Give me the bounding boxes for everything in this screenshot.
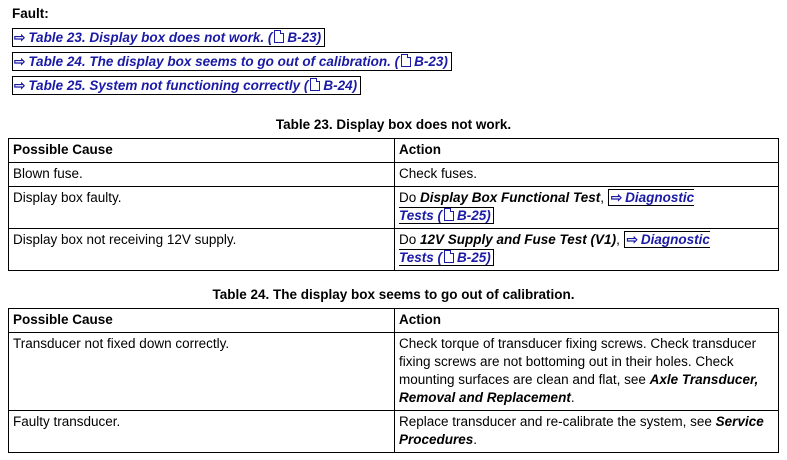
page-icon	[401, 54, 411, 67]
link-table-25[interactable]: ⇨ Table 25. System not functioning correctly ( B-24)	[12, 76, 361, 95]
table-24	[8, 308, 779, 453]
procedure-name: Axle Transducer, Removal and Replacement	[399, 372, 759, 405]
fault-link-list	[12, 28, 452, 100]
action-cell: Do 12V Supply and Fuse Test (V1), ⇨ Diagnostic Tests ( B-25)	[395, 229, 779, 271]
cause-cell: Display box not receiving 12V supply.	[9, 229, 395, 271]
page-icon	[274, 30, 284, 43]
table-row	[9, 333, 779, 411]
header-action: Action	[395, 139, 779, 163]
link-diagnostic-tests[interactable]: ⇨ Diagnostic Tests ( B-25)	[399, 232, 710, 265]
table-23-caption: Table 23. Display box does not work.	[275, 117, 512, 132]
fault-heading: Fault:	[12, 6, 49, 21]
table-23	[8, 138, 779, 271]
arrow-right-icon: ⇨	[14, 78, 26, 93]
action-cell: Check torque of transducer fixing screws. Check transducer fixing screws are not bottoming out in their holes. Check mounting surfaces are clean and flat, see Axle Transducer, Removal and Replacement.	[395, 333, 779, 411]
table-row	[9, 411, 779, 453]
table-row	[9, 163, 779, 187]
table-row	[9, 187, 779, 229]
page-icon	[444, 250, 454, 263]
arrow-right-icon: ⇨	[626, 232, 638, 247]
procedure-name: Service Procedures	[399, 414, 764, 447]
page-icon	[444, 208, 454, 221]
cause-cell: Faulty transducer.	[9, 411, 395, 453]
action-cell: Replace transducer and re-calibrate the system, see Service Procedures.	[395, 411, 779, 453]
link-diagnostic-tests[interactable]: ⇨ Diagnostic Tests ( B-25)	[399, 190, 695, 223]
link-table-24[interactable]: ⇨ Table 24. The display box seems to go out of calibration. ( B-23)	[12, 52, 452, 71]
table-header-row	[9, 139, 779, 163]
page-icon	[310, 78, 320, 91]
table-24-caption: Table 24. The display box seems to go out of calibration.	[212, 287, 575, 302]
arrow-right-icon: ⇨	[14, 54, 26, 69]
link-table-23[interactable]: ⇨ Table 23. Display box does not work. ( B-23)	[12, 28, 325, 47]
header-possible-cause: Possible Cause	[9, 309, 395, 333]
arrow-right-icon: ⇨	[610, 190, 623, 205]
header-action: Action	[395, 309, 779, 333]
table-row	[9, 229, 779, 271]
arrow-right-icon: ⇨	[14, 30, 26, 45]
cause-cell: Transducer not fixed down correctly.	[9, 333, 395, 411]
table-header-row	[9, 309, 779, 333]
cause-cell: Blown fuse.	[9, 163, 395, 187]
header-possible-cause: Possible Cause	[9, 139, 395, 163]
cause-cell: Display box faulty.	[9, 187, 395, 229]
action-cell: Check fuses.	[395, 163, 779, 187]
procedure-name: Display Box Functional Test	[420, 190, 601, 205]
procedure-name: 12V Supply and Fuse Test (V1)	[420, 232, 617, 247]
action-cell: Do Display Box Functional Test, ⇨ Diagnostic Tests ( B-25)	[395, 187, 779, 229]
